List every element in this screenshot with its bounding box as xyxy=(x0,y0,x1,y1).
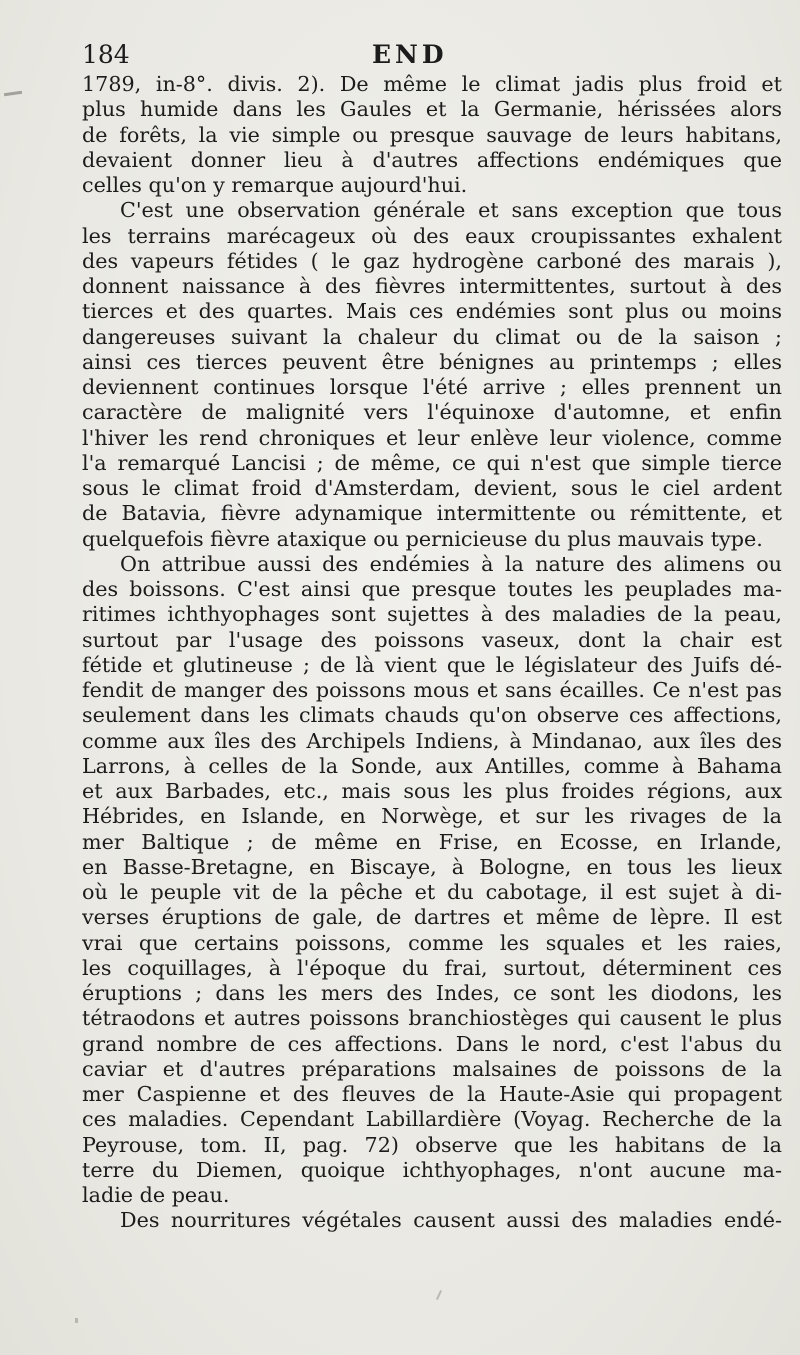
text-line: 1789, in-8°. divis. 2). De même le climat jadis plus froid et xyxy=(82,72,782,96)
text-line: les coquillages, à l'époque du frai, surtout, déterminent ces xyxy=(82,955,782,980)
text-line: C'est une observation générale et sans exception que tous xyxy=(120,198,782,223)
text-line: ces maladies. Cependant Labillardière (Voyag. Recherche de la xyxy=(82,1107,782,1132)
text-line: les terrains marécageux où des eaux croupissantes exhalent xyxy=(82,223,782,248)
text-line: et aux Barbades, etc., mais sous les plus froides régions, aux xyxy=(82,779,782,803)
text-line: donnent naissance à des fièvres intermittentes, surtout à des xyxy=(82,274,782,298)
text-line: dangereuses suivant la chaleur du climat ou de la saison ; xyxy=(82,324,782,349)
text-line: devaient donner lieu à d'autres affections endémiques que xyxy=(82,147,782,172)
text-line: mer Caspienne et des fleuves de la Haute-Asie qui propagent xyxy=(82,1082,782,1106)
text-line: quelquefois fièvre ataxique ou pernicieuse du plus mauvais type. xyxy=(82,526,763,551)
page-header xyxy=(82,38,782,72)
text-line: des vapeurs fétides ( le gaz hydrogène carboné des marais ), xyxy=(82,248,782,273)
text-line: éruptions ; dans les mers des Indes, ce sont les diodons, les xyxy=(82,981,782,1005)
text-line: ladie de peau. xyxy=(82,1183,230,1207)
text-line: celles qu'on y remarque aujourd'hui. xyxy=(82,173,468,197)
text-line: Des nourritures végétales causent aussi des maladies endé- xyxy=(120,1208,782,1233)
text-line: des boissons. C'est ainsi que presque toutes les peuplades ma- xyxy=(82,577,782,601)
text-line: vrai que certains poissons, comme les squales et les raies, xyxy=(82,930,782,955)
text-line: caviar et d'autres préparations malsaines de poissons de la xyxy=(82,1056,782,1081)
text-line: ritimes ichthyophages sont sujettes à des maladies de la peau, xyxy=(82,602,782,627)
text-line: deviennent continues lorsque l'été arrive ; elles prennent un xyxy=(82,375,782,399)
text-line: tétraodons et autres poissons branchiostèges qui causent le plus xyxy=(82,1006,782,1031)
text-line: sous le climat froid d'Amsterdam, devient, sous le ciel ardent xyxy=(82,476,782,500)
text-line: où le peuple vit de la pêche et du cabotage, il est sujet à di- xyxy=(82,880,782,904)
text-line: Hébrides, en Islande, en Norwège, et sur les rivages de la xyxy=(82,804,782,829)
text-line: l'a remarqué Lancisi ; de même, ce qui n'est que simple tierce xyxy=(82,450,782,475)
text-line: ainsi ces tierces peuvent être bénignes au printemps ; elles xyxy=(82,349,782,374)
text-line: caractère de malignité vers l'équinoxe d'automne, et enfin xyxy=(82,400,782,425)
text-line: de forêts, la vie simple ou presque sauvage de leurs habitans, xyxy=(82,122,782,147)
paper-speck xyxy=(436,1290,442,1300)
text-line: tierces et des quartes. Mais ces endémies sont plus ou moins xyxy=(82,299,782,324)
page-number: 184 xyxy=(82,40,130,69)
paper-speck xyxy=(75,1318,78,1323)
text-line: On attribue aussi des endémies à la nature des alimens ou xyxy=(120,551,782,576)
running-head: END xyxy=(372,40,448,69)
page-edge-mark xyxy=(4,91,22,96)
text-line: terre du Diemen, quoique ichthyophages, n'ont aucune ma- xyxy=(82,1157,782,1182)
text-line: Peyrouse, tom. II, pag. 72) observe que les habitans de la xyxy=(82,1132,782,1157)
body-text xyxy=(82,72,782,1234)
text-line: en Basse-Bretagne, en Biscaye, à Bologne, en tous les lieux xyxy=(82,854,782,879)
text-line: plus humide dans les Gaules et la Germanie, hérissées alors xyxy=(82,97,782,122)
text-line: comme aux îles des Archipels Indiens, à Mindanao, aux îles des xyxy=(82,728,782,753)
text-line: grand nombre de ces affections. Dans le nord, c'est l'abus du xyxy=(82,1031,782,1056)
text-line: fendit de manger des poissons mous et sans écailles. Ce n'est pas xyxy=(82,678,782,702)
text-line: Larrons, à celles de la Sonde, aux Antilles, comme à Bahama xyxy=(82,753,782,778)
text-line: de Batavia, fièvre adynamique intermittente ou rémittente, et xyxy=(82,501,782,526)
text-line: mer Baltique ; de même en Frise, en Ecosse, en Irlande, xyxy=(82,829,782,854)
text-line: verses éruptions de gale, de dartres et même de lèpre. Il est xyxy=(82,905,782,930)
text-line: surtout par l'usage des poissons vaseux, dont la chair est xyxy=(82,627,782,652)
text-line: l'hiver les rend chroniques et leur enlève leur violence, comme xyxy=(82,425,782,450)
text-line: seulement dans les climats chauds qu'on observe ces affections, xyxy=(82,703,782,728)
text-line: fétide et glutineuse ; de là vient que le législateur des Juifs dé- xyxy=(82,652,782,677)
